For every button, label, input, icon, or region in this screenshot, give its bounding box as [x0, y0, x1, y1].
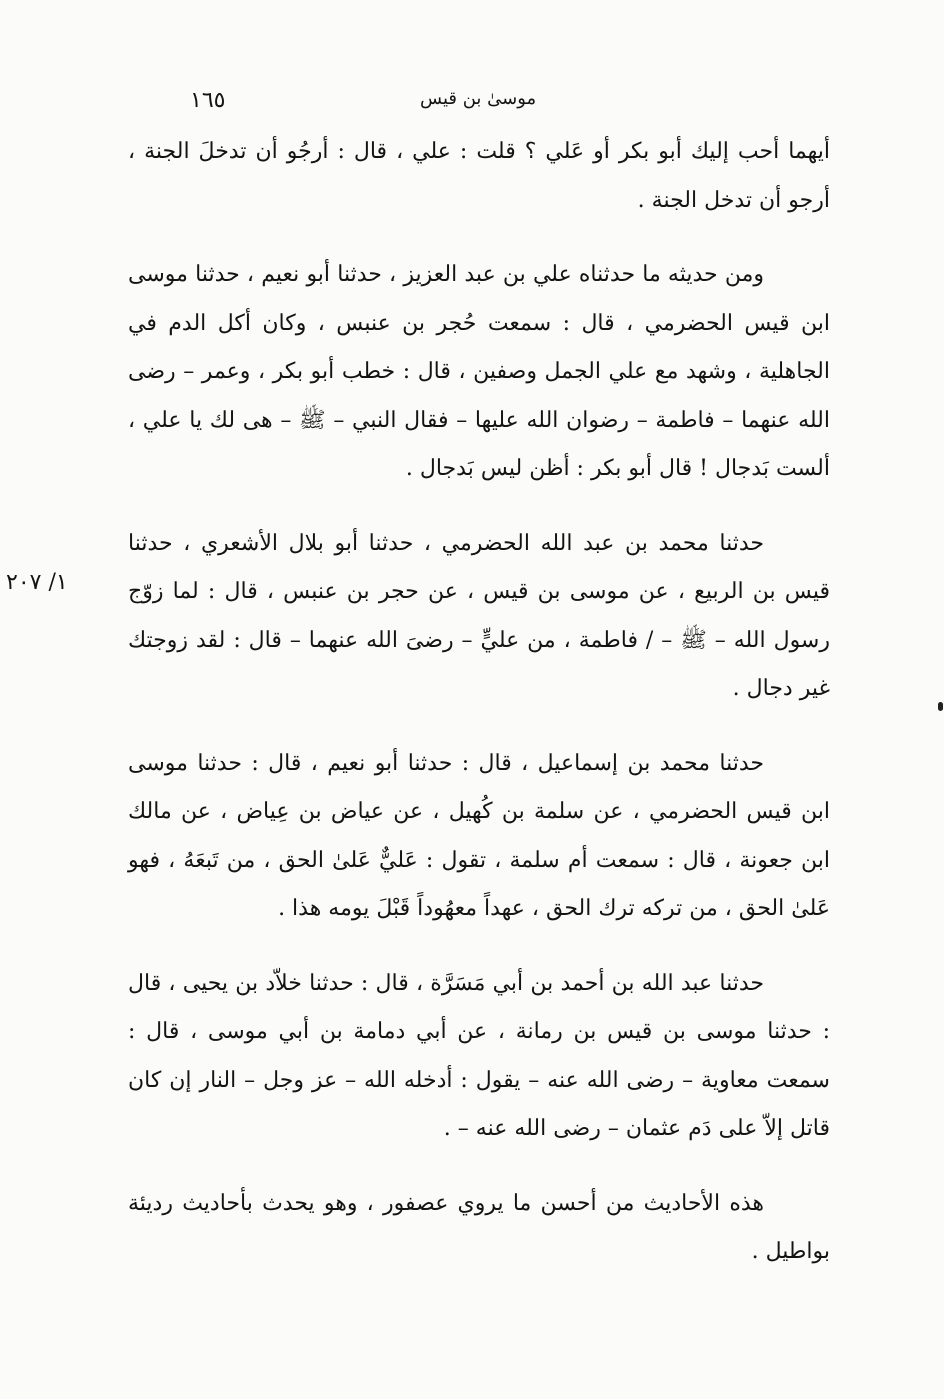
- paragraph-hadith-1: ومن حديثه ما حدثناه علي بن عبد العزيز ، حدثنا أبو نعيم ، حدثنا موسى ابن قيس الحضرمي ، قال : سمعت حُجر بن عنبس ، وكان أكل الدم في الجاهلية ، وشهد مع علي الجمل وصفين ، قال : خطب أبو بكر ، وعمر – رضى الله عنهما – فاطمة – رضوان الله عليها – فقال النبي – ﷺ – هى لك يا علي ، ألست بَدجال ! قال أبو بكر : أظن ليس بَدجال .: [128, 262, 830, 481]
- paragraph-hadith-2: حدثنا محمد بن عبد الله الحضرمي ، حدثنا أبو بلال الأشعري ، حدثنا قيس بن الربيع ، عن موسى بن قيس ، عن حجر بن عنبس ، قال : لما زوّج رسول الله – ﷺ – / فاطمة ، من عليٍّ – رضىَ الله عنهما – قال : لقد زوجتك غير دجال .: [128, 530, 830, 701]
- margin-folio-note: ١/ ٢٠٧: [6, 570, 68, 595]
- body-text: [128, 128, 830, 1303]
- paragraph-hadith-4: حدثنا عبد الله بن أحمد بن أبي مَسَرَّة ، قال : حدثنا خلاّد بن يحيى ، قال : حدثنا موسى بن قيس بن رمانة ، عن أبي دمامة بن أبي موسى ، قال : سمعت معاوية – رضى الله عنه – يقول : أدخله الله – عز وجل – النار إن كان قاتل إلاّ على دَم عثمان – رضى الله عنه – .: [128, 970, 830, 1141]
- paragraph-closing-remark: هذه الأحاديث من أحسن ما يروي عصفور ، وهو يحدث بأحاديث رديئة بواطيل .: [128, 1190, 830, 1264]
- page-header: [130, 88, 830, 120]
- ink-speck: [938, 702, 943, 711]
- page-number: ١٦٥: [190, 88, 226, 113]
- paragraph-hadith-3: حدثنا محمد بن إسماعيل ، قال : حدثنا أبو نعيم ، قال : حدثنا موسى ابن قيس الحضرمي ، عن سلمة بن كُهيل ، عن عياض بن عِياض ، عن مالك ابن جعونة ، قال : سمعت أم سلمة ، تقول : عَليٌّ عَلىٰ الحق ، من تَبعَهُ ، فهو عَلىٰ الحق ، من تركه ترك الحق ، عهداً معهُوداً قَبْلَ يومه هذا .: [128, 750, 830, 921]
- running-title: موسىٰ بن قيس: [420, 88, 537, 109]
- paragraph-continued: أيهما أحب إليك أبو بكر أو عَلي ؟ قلت : علي ، قال : أرجُو أن تدخلَ الجنة ، أرجو أن تدخل الجنة .: [128, 139, 830, 213]
